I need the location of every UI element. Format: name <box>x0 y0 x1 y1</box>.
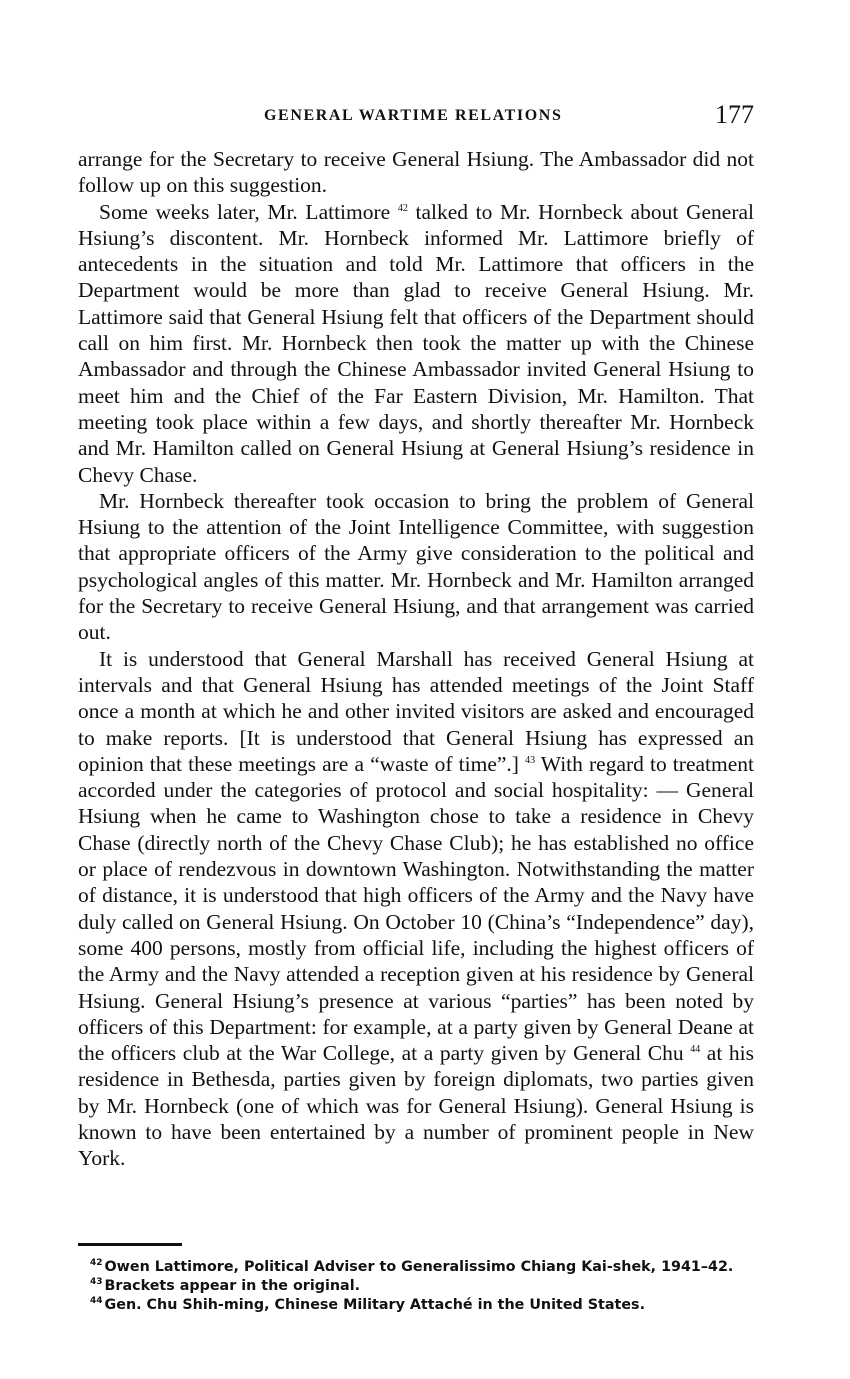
footnote-divider <box>78 1243 182 1246</box>
paragraph-text: talked to Mr. Hornbeck about General Hsiung’s discontent. Mr. Hornbeck informed Mr. Lattimore briefly of antecedents in the situation and told Mr. Lattimore that officers in the Department would be more than glad to receive General Hsiung. Mr. Lattimore said that General Hsiung felt that officers of the Department should call on him first. Mr. Hornbeck then took the matter up with the Chinese Ambassador and through the Chinese Ambassador invited General Hsiung to meet him and the Chief of the Far Eastern Division, Mr. Hamilton. That meeting took place within a few days, and shortly thereafter Mr. Hornbeck and Mr. Hamilton called on General Hsiung at General Hsiung’s residence in Chevy Chase. <box>78 199 754 487</box>
paragraph <box>78 199 754 488</box>
footnote-text: Brackets appear in the original. <box>104 1278 361 1294</box>
body-text <box>78 146 754 1172</box>
paragraph <box>78 488 754 646</box>
footnote-marker: 43 <box>90 1277 103 1287</box>
footnotes <box>90 1258 754 1315</box>
paragraph-text: arrange for the Secretary to receive General Hsiung. The Ambassador did not follow up on this suggestion. <box>78 147 754 198</box>
paragraph <box>78 646 754 1172</box>
footnote <box>90 1258 754 1277</box>
running-title: GENERAL WARTIME RELATIONS <box>264 107 563 124</box>
footnote-reference: 44 <box>690 1044 701 1056</box>
footnote-marker: 44 <box>90 1296 103 1306</box>
footnote <box>90 1296 754 1315</box>
paragraph-text: Mr. Hornbeck thereafter took occasion to bring the problem of General Hsiung to the attention of the Joint Intelligence Committee, with suggestion that appropriate officers of the Army give consideration to the political and psychological angles of this matter. Mr. Hornbeck and Mr. Hamilton arranged for the Secretary to receive General Hsiung, and that arrangement was carried out. <box>78 488 754 645</box>
footnote-marker: 42 <box>90 1258 103 1268</box>
page-number: 177 <box>715 100 754 129</box>
paragraph-text: With regard to treatment accorded under the categories of protocol and social hospitality: — General Hsiung when he came to Washington chose to take a residence in Chevy Chase (directly north of the Chevy Chase Club); he has established no office or place of rendezvous in downtown Washington. Notwithstanding the matter of distance, it is understood that high officers of the Army and the Navy have duly called on General Hsiung. On October 10 (China’s “Independence” day), some 400 persons, mostly from official life, including the highest officers of the Army and the Navy attended a reception given at his residence by General Hsiung. General Hsiung’s presence at various “parties” has been noted by officers of this Department: for example, at a party given by General Deane at the officers club at the War College, at a party given by General Chu <box>78 751 754 1066</box>
footnote-reference: 43 <box>525 754 536 766</box>
footnote <box>90 1277 754 1296</box>
footnote-text: Owen Lattimore, Political Adviser to Generalissimo Chiang Kai-shek, 1941–42. <box>104 1259 734 1275</box>
paragraph-text: It is understood that General Marshall has received General Hsiung at intervals and that General Hsiung has attended meetings of the Joint Staff once a month at which he and other invited visitors are asked and encouraged to make reports. [It is understood that General Hsiung has expressed an opinion that these meetings are a “waste of time”.] <box>78 646 754 776</box>
paragraph <box>78 146 754 199</box>
paragraph-text: Some weeks later, Mr. Lattimore <box>99 199 398 224</box>
running-head <box>78 100 754 134</box>
footnote-text: Gen. Chu Shih-ming, Chinese Military Attaché in the United States. <box>104 1297 645 1313</box>
paragraph-text: at his residence in Bethesda, parties given by foreign diplomats, two parties given by Mr. Hornbeck (one of which was for General Hsiung). General Hsiung is known to have been entertained by a number of prominent people in New York. <box>78 1041 755 1171</box>
footnote-reference: 42 <box>397 202 408 214</box>
